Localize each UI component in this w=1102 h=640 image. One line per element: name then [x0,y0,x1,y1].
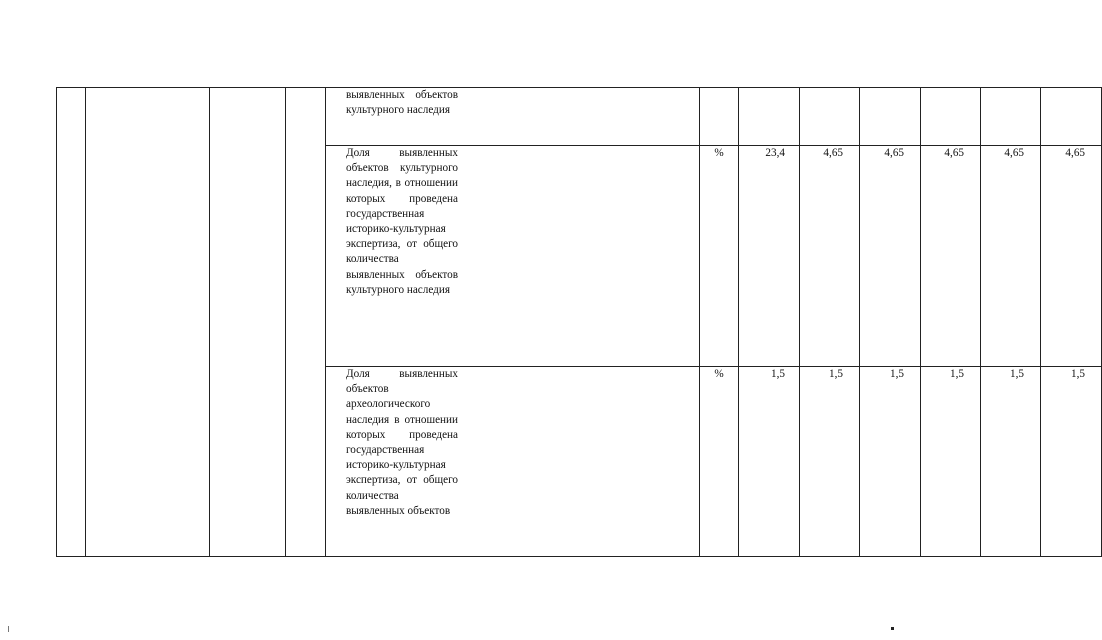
value-cell: 1,5 [860,367,921,557]
col-term-cell [286,88,326,557]
value-cell [739,88,800,146]
value-cell: 1,5 [921,367,981,557]
unit-cell [700,88,739,146]
unit-cell: % [700,367,739,557]
col-number-cell [57,88,86,557]
value-cell: 1,5 [1041,367,1102,557]
value-cell: 4,65 [921,146,981,367]
value-cell [1041,88,1102,146]
value-cell: 4,65 [860,146,921,367]
unit-cell: % [700,146,739,367]
value-cell: 1,5 [739,367,800,557]
value-cell [800,88,860,146]
scan-artifact-mark [8,626,9,632]
value-cell: 4,65 [1041,146,1102,367]
value-cell: 23,4 [739,146,800,367]
col-executor-cell [210,88,286,557]
indicator-description-cell [326,367,700,557]
indicator-description-cell [326,88,700,146]
value-cell [921,88,981,146]
indicators-table [56,87,1102,557]
value-cell: 4,65 [981,146,1041,367]
value-cell: 1,5 [981,367,1041,557]
value-cell: 1,5 [800,367,860,557]
table-row [57,88,1102,146]
indicator-description: выявленных объектов культурного наследия [346,89,458,117]
col-name-cell [86,88,210,557]
value-cell: 4,65 [800,146,860,367]
indicator-description: Доля выявленных объектов археологического наследия в отношении которых проведена государственная историко-культурная экспертиза, от общего количества выявленных объектов [346,368,458,517]
indicator-description-cell [326,146,700,367]
value-cell [860,88,921,146]
value-cell [981,88,1041,146]
indicator-description: Доля выявленных объектов культурного наследия, в отношении которых проведена государственная историко-культурная экспертиза, от общего количества выявленных объектов культурного наследия [346,147,458,296]
scan-artifact-dot [891,627,894,630]
